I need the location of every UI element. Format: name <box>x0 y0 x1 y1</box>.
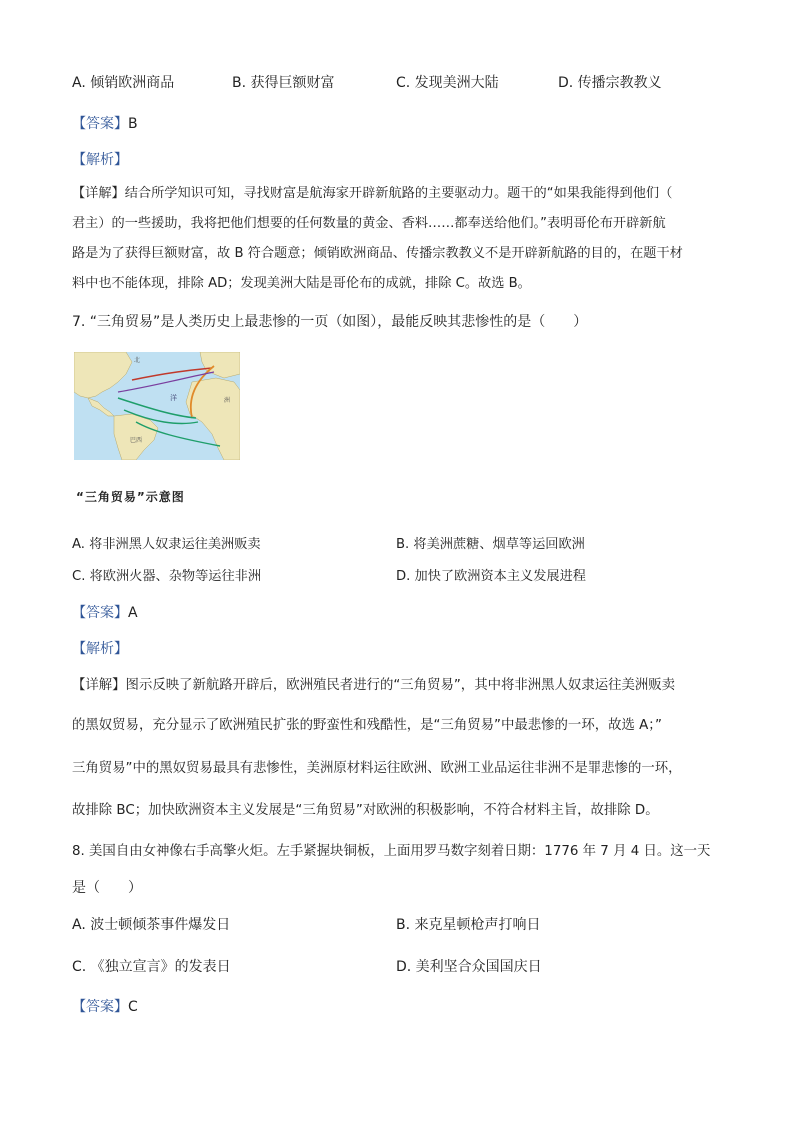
q7-option-c: C. 将欧洲火器、杂物等运往非洲 <box>72 569 262 584</box>
map-label-brazil: 巴西 <box>130 437 143 444</box>
q6-detail-line-2: 君主）的一些援助，我将把他们想要的任何数量的黄金、香料……都奉送给他们。”表明哥伦布开辟新航 <box>72 216 666 231</box>
q6-option-d: D. 传播宗教教义 <box>558 75 662 91</box>
q7-option-d: D. 加快了欧洲资本主义发展进程 <box>396 569 586 584</box>
q8-option-b: B. 来克星顿枪声打响日 <box>396 917 541 933</box>
answer-value: C <box>128 999 138 1015</box>
q6-analysis-label: 【解析】 <box>72 152 128 168</box>
q7-option-b: B. 将美洲蔗糖、烟草等运回欧洲 <box>396 537 585 552</box>
q7-detail-line-2: 的黑奴贸易，充分显示了欧洲殖民扩张的野蛮性和残酷性，是“三角贸易”中最悲惨的一环，故选 A；” <box>72 718 662 733</box>
map-label-africa: 洲 <box>224 397 231 404</box>
q6-option-b: B. 获得巨额财富 <box>232 75 335 91</box>
answer-label: 【答案】 <box>72 999 128 1015</box>
q7-detail-line-1: 【详解】图示反映了新航路开辟后，欧洲殖民者进行的“三角贸易”，其中将非洲黑人奴隶运往美洲贩卖 <box>72 678 676 693</box>
answer-label: 【答案】 <box>72 605 128 621</box>
figure-caption: “三角贸易”示意图 <box>76 490 185 504</box>
q8-option-c: C. 《独立宣言》的发表日 <box>72 959 231 975</box>
q6-detail-line-4: 料中也不能体现，排除 AD；发现美洲大陆是哥伦布的成就，排除 C。故选 B。 <box>72 276 531 291</box>
q8-stem-line-2: 是（ ） <box>72 880 142 896</box>
answer-label: 【答案】 <box>72 116 128 132</box>
q6-option-c: C. 发现美洲大陆 <box>396 75 499 91</box>
q7-answer <box>72 603 138 623</box>
map-label-north: 北 <box>134 357 141 364</box>
triangle-trade-map <box>74 352 240 460</box>
q7-analysis-label: 【解析】 <box>72 641 128 657</box>
q7-detail-line-3: 三角贸易”中的黑奴贸易最具有悲惨性，美洲原材料运往欧洲、欧洲工业品运往非洲不是罪悲惨的一环， <box>72 761 682 776</box>
map-figure <box>74 352 240 460</box>
q8-option-a: A. 波士顿倾茶事件爆发日 <box>72 917 231 933</box>
q7-detail-line-4: 故排除 BC；加快欧洲资本主义发展是“三角贸易”对欧洲的积极影响，不符合材料主旨，故排除 D。 <box>72 803 659 818</box>
q7-stem: 7. “三角贸易”是人类历史上最悲惨的一页（如图），最能反映其悲惨性的是（ ） <box>72 314 588 330</box>
q8-answer <box>72 997 138 1017</box>
q6-answer <box>72 114 138 134</box>
q6-detail-line-3: 路是为了获得巨额财富，故 B 符合题意；倾销欧洲商品、传播宗教教义不是开辟新航路的目的，在题干材 <box>72 246 683 261</box>
q8-option-d: D. 美利坚合众国国庆日 <box>396 959 542 975</box>
q6-detail-line-1: 【详解】结合所学知识可知，寻找财富是航海家开辟新航路的主要驱动力。题干的“如果我能得到他们（ <box>72 186 673 201</box>
q7-option-a: A. 将非洲黑人奴隶运往美洲贩卖 <box>72 537 261 552</box>
q6-option-a: A. 倾销欧洲商品 <box>72 75 175 91</box>
map-label-ocean: 洋 <box>170 394 177 402</box>
answer-value: A <box>128 605 138 621</box>
answer-value: B <box>128 116 138 132</box>
q8-stem-line-1: 8. 美国自由女神像右手高擎火炬。左手紧握块铜板，上面用罗马数字刻着日期：1776 年 7 月 4 日。这一天 <box>72 844 711 859</box>
